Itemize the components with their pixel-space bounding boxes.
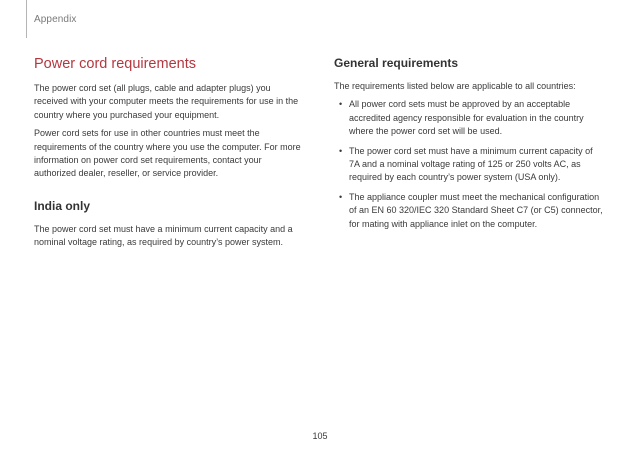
bullet-icon: • bbox=[339, 99, 343, 110]
page-number: 105 bbox=[312, 431, 328, 441]
list-item-text: The power cord set must have a minimum current capacity of 7A and a nominal voltage rating of 125 or 250 volts AC, as required by each country’s power system (USA only). bbox=[349, 145, 593, 183]
list-item bbox=[334, 191, 604, 231]
list-item-text: All power cord sets must be approved by an acceptable accredited agency responsible for evaluation in the country where the power cord set will be used. bbox=[349, 99, 584, 137]
general-requirements-intro: The requirements listed below are applicable to all countries: bbox=[334, 81, 576, 91]
requirements-list bbox=[334, 98, 604, 231]
india-only-text: The power cord set must have a minimum current capacity and a nominal voltage rating, as required by country’s power system. bbox=[34, 223, 293, 248]
general-requirements-heading: General requirements bbox=[334, 56, 459, 70]
bullet-icon: • bbox=[339, 145, 343, 156]
page-title: Power cord requirements bbox=[34, 56, 196, 72]
left-column bbox=[34, 55, 306, 255]
paragraph-power-cord-set: The power cord set (all plugs, cable and adapter plugs) you received with your computer meets the requirements for use in the country where you purchased your equipment. bbox=[34, 83, 299, 120]
india-only-heading: India only bbox=[34, 198, 91, 213]
list-item bbox=[334, 98, 604, 138]
list-item bbox=[334, 145, 604, 185]
section-label: Appendix bbox=[34, 14, 77, 25]
header-divider-line bbox=[26, 0, 27, 38]
list-item-text: The appliance coupler must meet the mechanical configuration of an EN 60 320/IEC 320 Standard Sheet C7 (or C5) connector, for mating with appliance inlet on the computer. bbox=[349, 191, 603, 229]
bullet-icon: • bbox=[339, 191, 343, 202]
right-column bbox=[334, 55, 604, 237]
paragraph-other-countries: Power cord sets for use in other countries must meet the requirements of the country where you use the computer. For more information on power cord set requirements, contact your authorized dealer, reseller, or service provider. bbox=[34, 128, 301, 179]
